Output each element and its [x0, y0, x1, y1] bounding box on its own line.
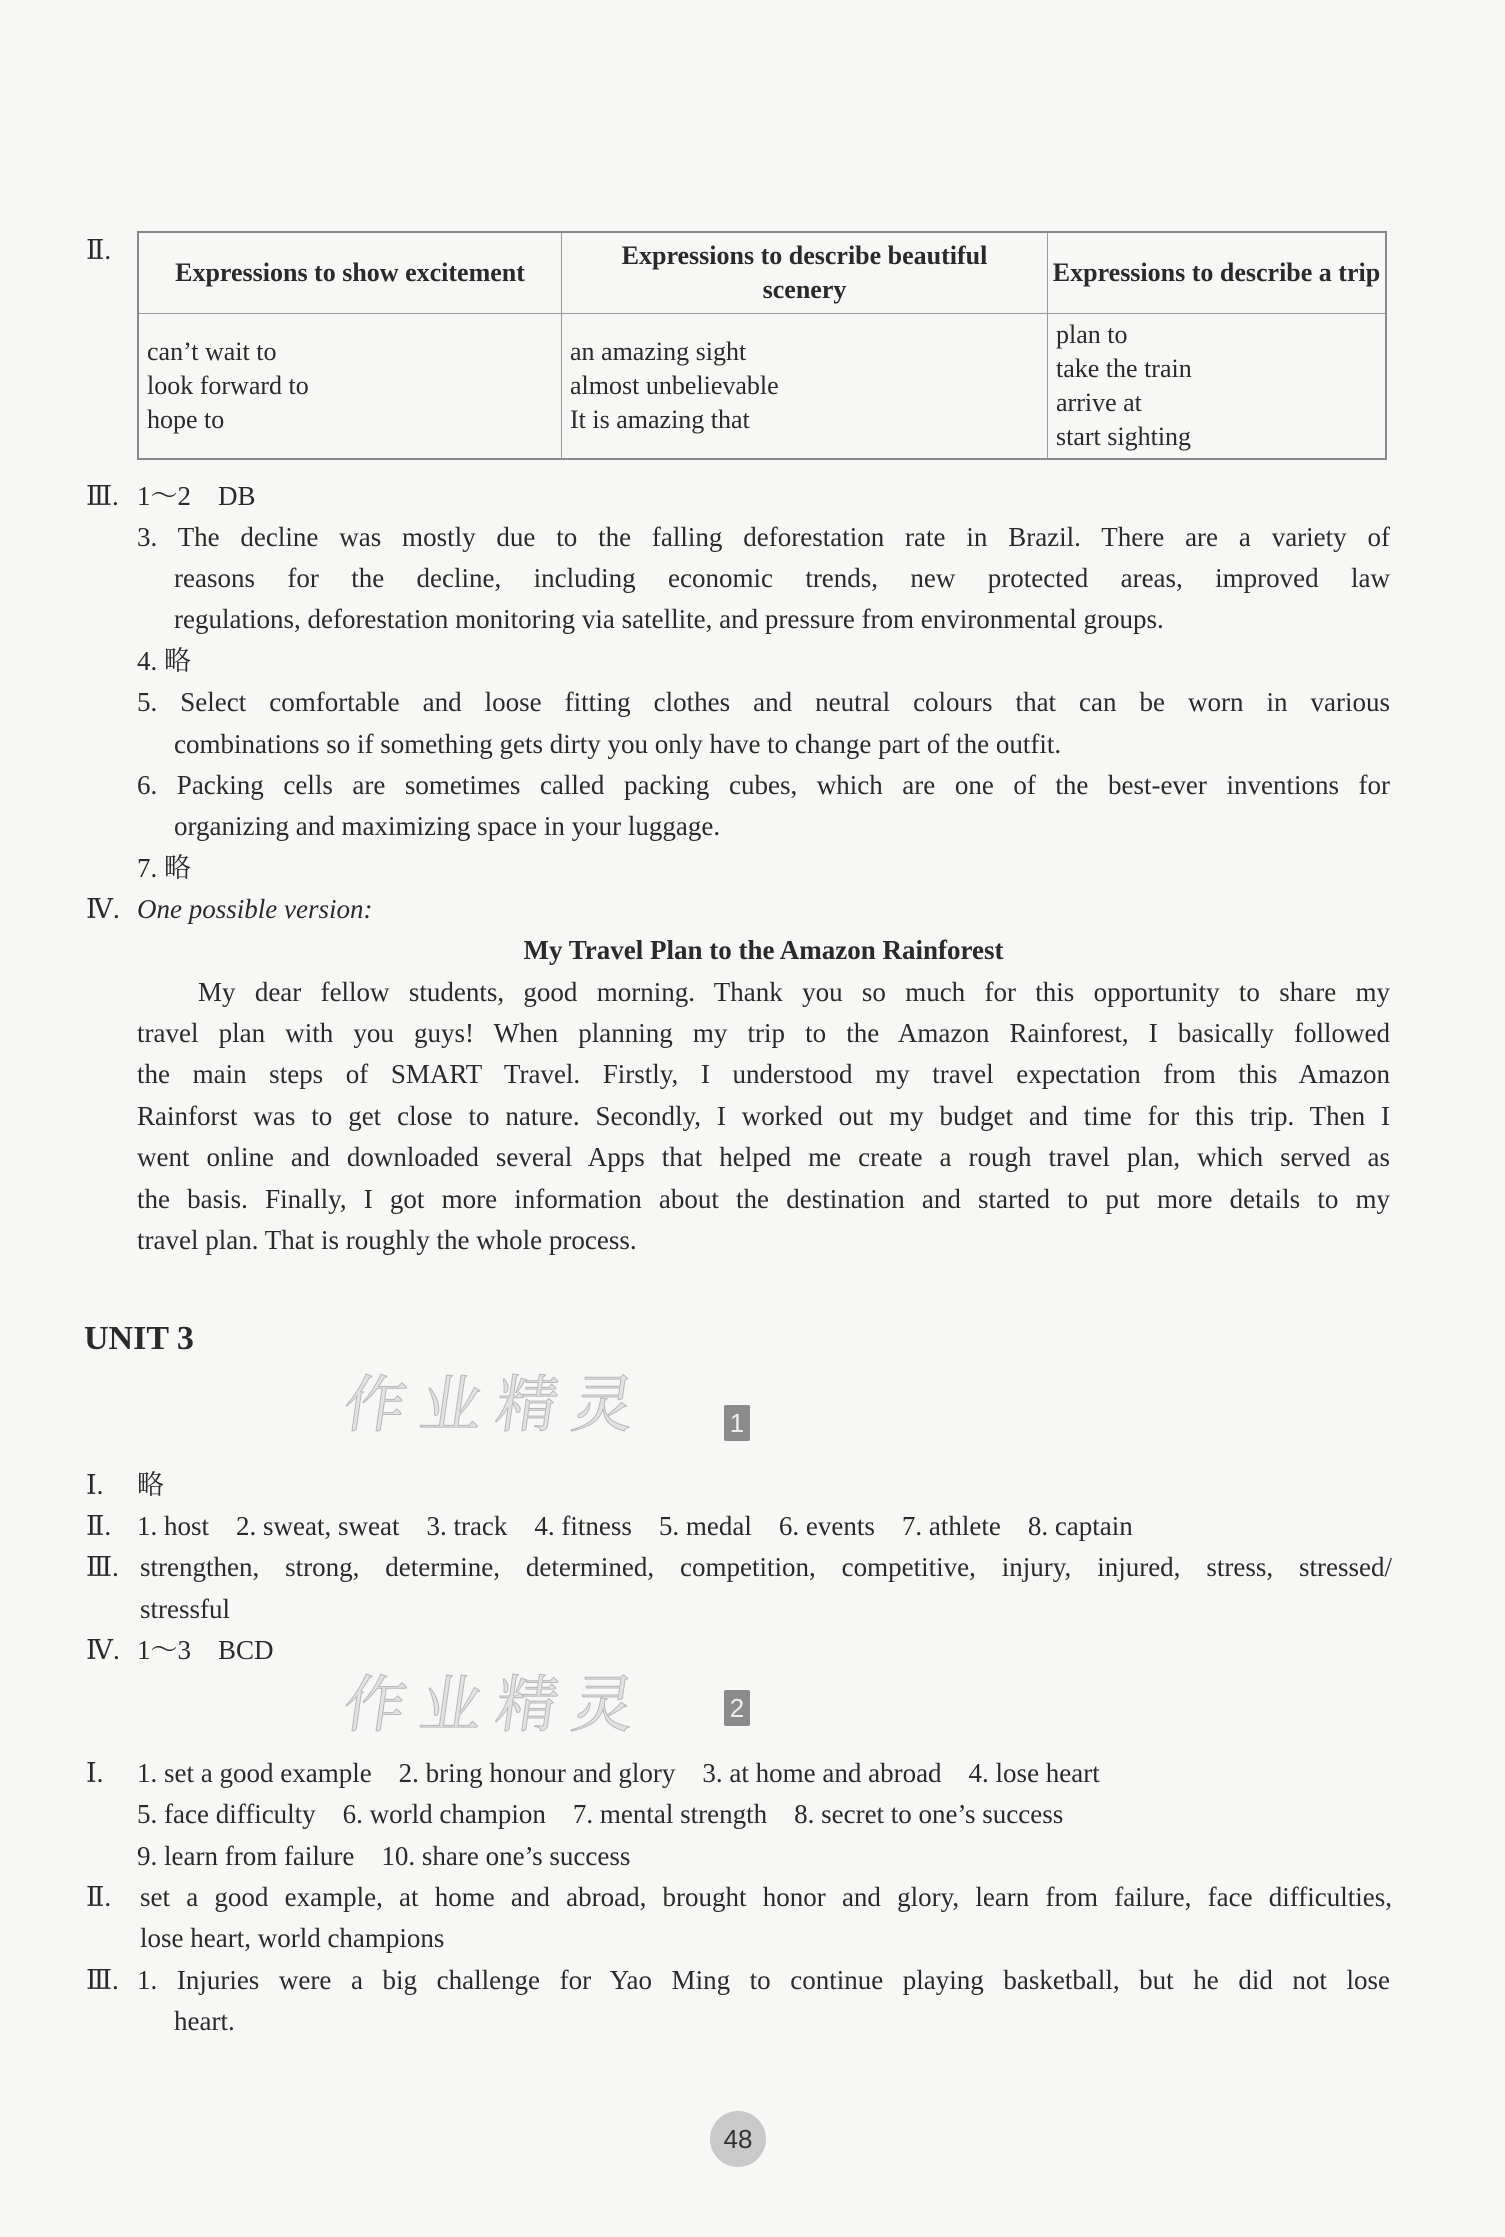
- section-label: Ⅱ.: [86, 1511, 112, 1541]
- section-label: Ⅲ.: [86, 1965, 119, 1995]
- section-label: Ⅲ.: [86, 1552, 119, 1582]
- answer-line: regulations, deforestation monitoring via satellite, and pressure from environmental groups.: [174, 604, 1164, 634]
- page-number: 48: [710, 2111, 766, 2167]
- expressions-table: [137, 231, 1387, 460]
- section-label: Ⅱ.: [86, 1882, 112, 1912]
- answer-line: 5. face difficulty 6. world champion 7. mental strength 8. secret to one’s success: [137, 1799, 1064, 1829]
- section-label: Ⅰ.: [86, 1758, 104, 1788]
- section-label: Ⅱ.: [86, 235, 112, 265]
- section-label: Ⅳ.: [86, 894, 120, 924]
- essay-title: My Travel Plan to the Amazon Rainforest: [523, 935, 1004, 965]
- part-badge: 1: [724, 1405, 750, 1441]
- watermark: 作业精灵: [339, 1668, 654, 1741]
- answer-line: 7. 略: [137, 853, 191, 883]
- answer-line: organizing and maximizing space in your luggage.: [174, 811, 721, 841]
- answer-line: 4. 略: [137, 646, 191, 676]
- answer-line: 1. Injuries were a big challenge for Yao Ming to continue playing basketball, but he did not lose: [137, 1965, 1390, 1995]
- answer-line: 1. host 2. sweat, sweat 3. track 4. fitness 5. medal 6. events 7. athlete 8. captain: [137, 1511, 1133, 1541]
- answer-line: heart.: [174, 2006, 235, 2036]
- essay-line: the basis. Finally, I got more information about the destination and started to put more details to my: [137, 1184, 1390, 1214]
- essay-line: Rainforst was to get close to nature. Secondly, I worked out my budget and time for this trip. Then I: [137, 1101, 1390, 1131]
- table-header: Expressions to describe a trip: [1048, 232, 1387, 314]
- answer-line: set a good example, at home and abroad, brought honor and glory, learn from failure, face difficulties,: [140, 1882, 1392, 1912]
- answer-line: 1～3 BCD: [137, 1635, 274, 1665]
- essay-line: the main steps of SMART Travel. Firstly, I understood my travel expectation from this Amazon: [137, 1059, 1390, 1089]
- answer-line: 3. The decline was mostly due to the falling deforestation rate in Brazil. There are a variety of: [137, 522, 1390, 552]
- answer-line: 5. Select comfortable and loose fitting clothes and neutral colours that can be worn in various: [137, 687, 1390, 717]
- essay-line: travel plan. That is roughly the whole process.: [137, 1225, 637, 1255]
- section-label: Ⅳ.: [86, 1635, 120, 1665]
- answer-line: 9. learn from failure 10. share one’s success: [137, 1841, 631, 1871]
- answer-line: 1～2 DB: [137, 481, 256, 511]
- essay-line: travel plan with you guys! When planning my trip to the Amazon Rainforest, I basically followed: [137, 1018, 1390, 1048]
- answer-line: strengthen, strong, determine, determined, competition, competitive, injury, injured, stress, stressed/: [140, 1552, 1392, 1582]
- answer-line: stressful: [140, 1594, 230, 1624]
- table-header: Expressions to describe beautiful scenery: [562, 232, 1048, 314]
- table-cell: plan to take the train arrive at start sighting: [1048, 314, 1387, 460]
- table-cell: can’t wait to look forward to hope to: [138, 314, 562, 460]
- section-label: Ⅲ.: [86, 481, 119, 511]
- essay-intro: One possible version:: [137, 894, 373, 924]
- watermark: 作业精灵: [339, 1368, 654, 1441]
- table-cell: an amazing sight almost unbelievable It is amazing that: [562, 314, 1048, 460]
- answer-line: 略: [137, 1470, 164, 1500]
- section-label: Ⅰ.: [86, 1470, 104, 1500]
- part-badge: 2: [724, 1690, 750, 1726]
- answer-line: 6. Packing cells are sometimes called packing cubes, which are one of the best-ever inventions for: [137, 770, 1390, 800]
- answer-line: reasons for the decline, including economic trends, new protected areas, improved law: [174, 563, 1390, 593]
- essay-line: went online and downloaded several Apps that helped me create a rough travel plan, which served as: [137, 1142, 1390, 1172]
- unit-heading: UNIT 3: [84, 1320, 194, 1357]
- answer-line: combinations so if something gets dirty you only have to change part of the outfit.: [174, 729, 1062, 759]
- answer-line: lose heart, world champions: [140, 1923, 445, 1953]
- essay-line: My dear fellow students, good morning. Thank you so much for this opportunity to share my: [198, 977, 1390, 1007]
- table-header: Expressions to show excitement: [138, 232, 562, 314]
- answer-line: 1. set a good example 2. bring honour and glory 3. at home and abroad 4. lose heart: [137, 1758, 1100, 1788]
